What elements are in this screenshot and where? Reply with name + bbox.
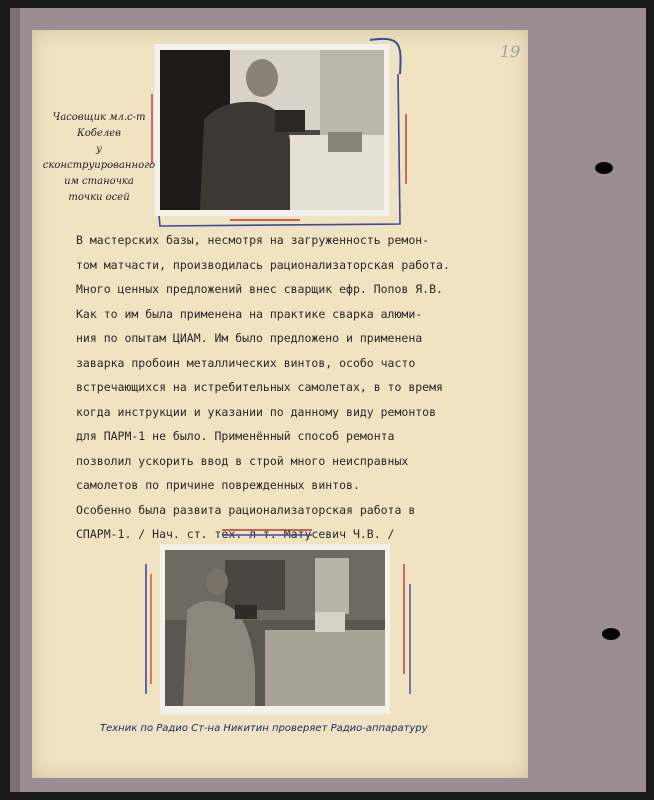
page-number: 19 bbox=[500, 42, 521, 61]
text-line: В мастерских базы, несмотря на загруженность ремон- bbox=[76, 233, 430, 247]
document-sheet bbox=[32, 30, 528, 778]
top-photo bbox=[154, 44, 390, 216]
text-line: встречающихся на истребительных самолетах, в то время bbox=[76, 380, 443, 394]
binder-hole-top bbox=[595, 162, 613, 174]
text-line: позволил ускорить ввод в строй много неисправных bbox=[76, 453, 409, 468]
text-line: когда инструкции и указании по данному виду ремонтов bbox=[76, 404, 437, 419]
caption-top-line: Часовщик мл.с-т bbox=[52, 112, 146, 123]
typed-report-text bbox=[76, 228, 496, 547]
top-photo-image bbox=[160, 50, 384, 210]
caption-top-line: точки осей bbox=[68, 192, 130, 203]
bottom-photo bbox=[160, 544, 390, 714]
text-line: самолетов по причине поврежденных винтов. bbox=[76, 478, 360, 492]
binder-hole-bottom bbox=[602, 628, 620, 640]
caption-top-line: Кобелев bbox=[77, 128, 121, 139]
text-line: ния по опытам ЦИАМ. Им было предложено и применена bbox=[76, 331, 423, 345]
text-line: Как то им была применена на практике сварка алюми- bbox=[76, 306, 423, 321]
bottom-photo-caption: Техник по Радио Ст-на Никитин проверяет Радио-аппаратуру bbox=[100, 723, 428, 734]
text-line: Много ценных предложений внес сварщик ефр. Попов Я.В. bbox=[76, 282, 443, 296]
text-line: том матчасти, производилась рационализаторская работа. bbox=[76, 257, 450, 272]
caption-top-line: им станочка bbox=[64, 176, 134, 187]
album-page-background bbox=[10, 8, 646, 792]
bottom-photo-image bbox=[165, 550, 385, 706]
text-line: заварка пробоин металлических винтов, особо часто bbox=[76, 355, 416, 370]
text-line: СПАРМ-1. / Нач. ст. тех. л-т. Матусевич Ч.В. / bbox=[76, 527, 395, 541]
text-line: для ПАРМ-1 не было. Применённый способ ремонта bbox=[76, 429, 395, 443]
caption-top-line: у сконструированного bbox=[42, 144, 156, 171]
album-binding-edge bbox=[10, 8, 20, 792]
text-line: Особенно была развита рационализаторская работа в bbox=[76, 502, 416, 517]
top-photo-caption bbox=[40, 110, 158, 206]
